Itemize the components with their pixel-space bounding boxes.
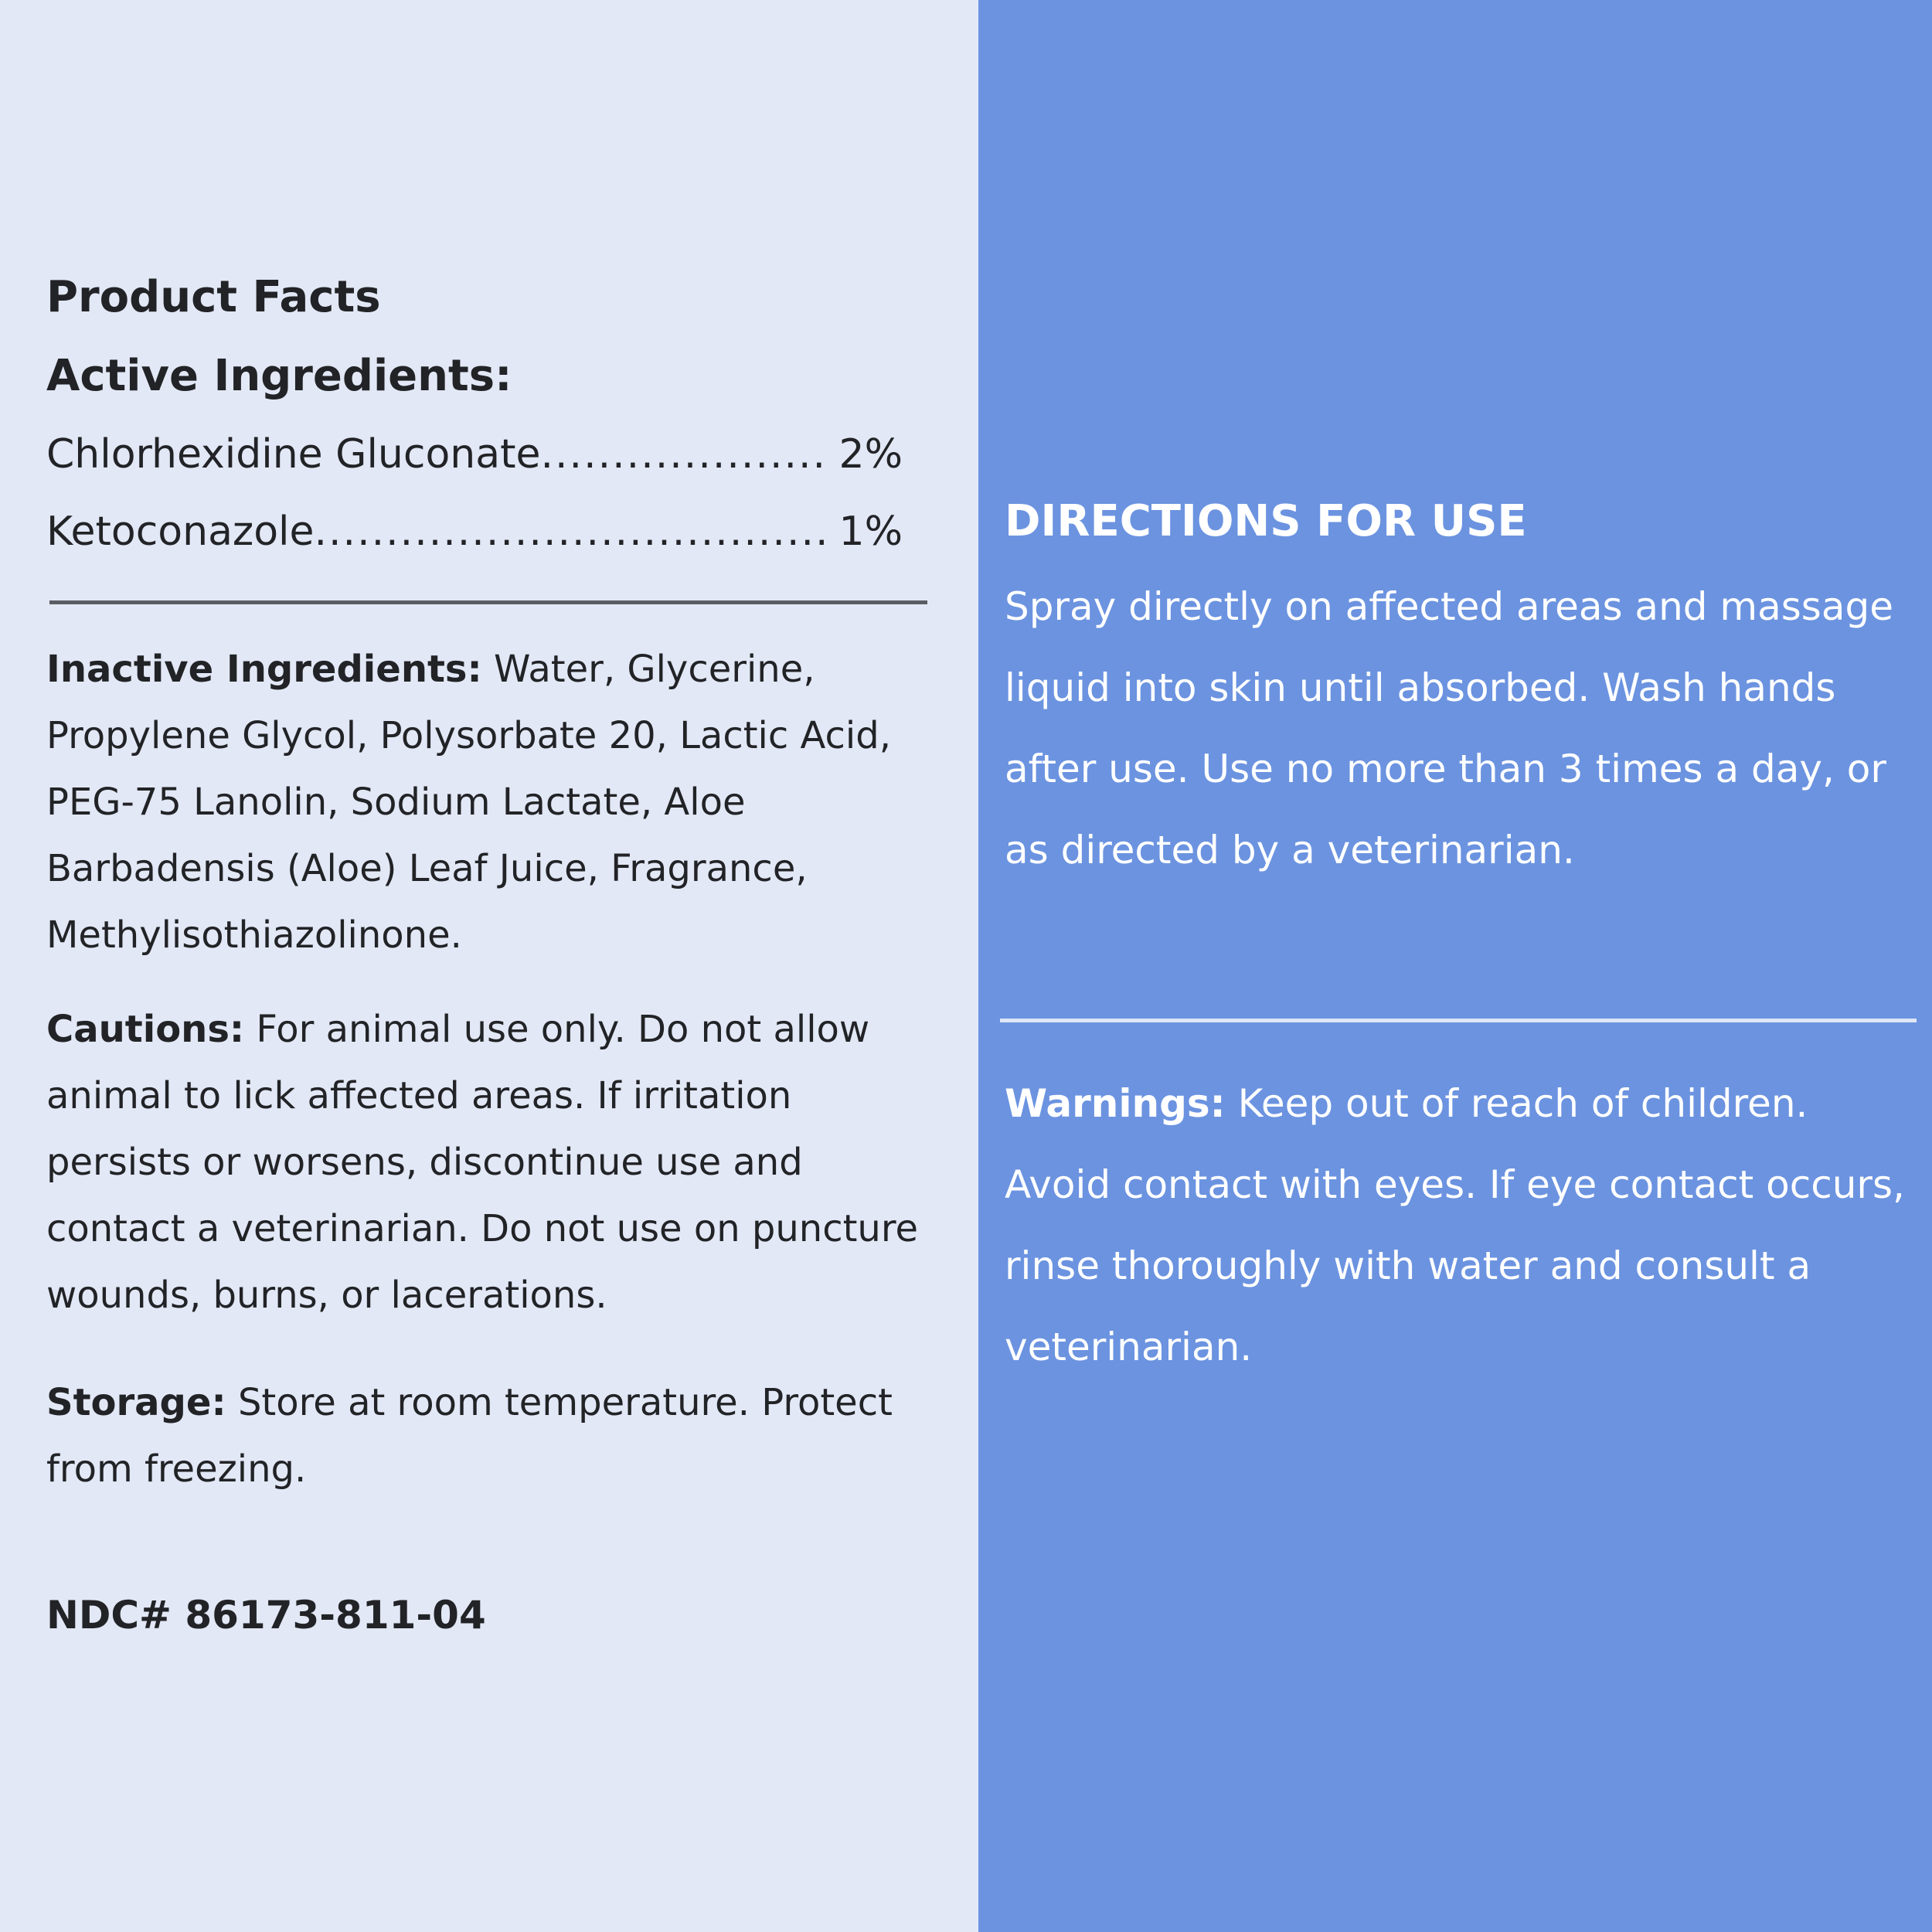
- ingredient-amount: 2%: [838, 431, 903, 478]
- storage-section: [46, 1369, 927, 1502]
- inactive-ingredients-text: Water, Glycerine, Propylene Glycol, Polysorbate 20, Lactic Acid, PEG-75 Lanolin, Sodium Lactate, Aloe Barbadensis (Aloe) Leaf Juice, Fragrance, Methylisothiazolinone.: [46, 648, 891, 957]
- ingredient-name: Ketoconazole: [46, 509, 315, 555]
- inactive-ingredients-label: Inactive Ingredients:: [46, 648, 482, 691]
- warnings-section: [1005, 1063, 1924, 1388]
- active-ingredient-row: [46, 505, 903, 559]
- product-facts-title: Product Facts: [46, 272, 381, 322]
- cautions-label: Cautions:: [46, 1008, 245, 1051]
- ingredient-amount: 1%: [838, 509, 903, 555]
- directions-panel: [978, 0, 1932, 1932]
- section-divider: [1000, 1019, 1917, 1022]
- ingredient-name: Chlorhexidine Gluconate: [46, 431, 541, 478]
- inactive-ingredients-section: [46, 636, 927, 968]
- cautions-text: For animal use only. Do not allow animal to lick affected areas. If irritation persists or worsens, discontinue use and contact a veterinarian. Do not use on puncture wounds, burns, or lacerations.: [46, 1008, 919, 1317]
- section-divider: [49, 600, 927, 604]
- warnings-label: Warnings:: [1005, 1081, 1226, 1126]
- ndc-number: NDC# 86173-811-04: [46, 1593, 486, 1638]
- storage-text: Store at room temperature. Protect from freezing.: [46, 1381, 893, 1491]
- directions-title: DIRECTIONS FOR USE: [1005, 496, 1527, 546]
- directions-text: Spray directly on affected areas and massage liquid into skin until absorbed. Wash hands after use. Use no more than 3 times a day, or as directed by a veterinarian.: [1005, 584, 1893, 872]
- active-ingredient-row: [46, 427, 903, 481]
- active-ingredients-heading: Active Ingredients:: [46, 351, 512, 401]
- dot-leader: [541, 427, 828, 481]
- storage-label: Storage:: [46, 1381, 226, 1424]
- cautions-section: [46, 996, 927, 1328]
- dot-leader: [314, 505, 828, 559]
- warnings-text: Keep out of reach of children. Avoid contact with eyes. If eye contact occurs, rinse thoroughly with water and consult a veterinarian.: [1005, 1081, 1905, 1369]
